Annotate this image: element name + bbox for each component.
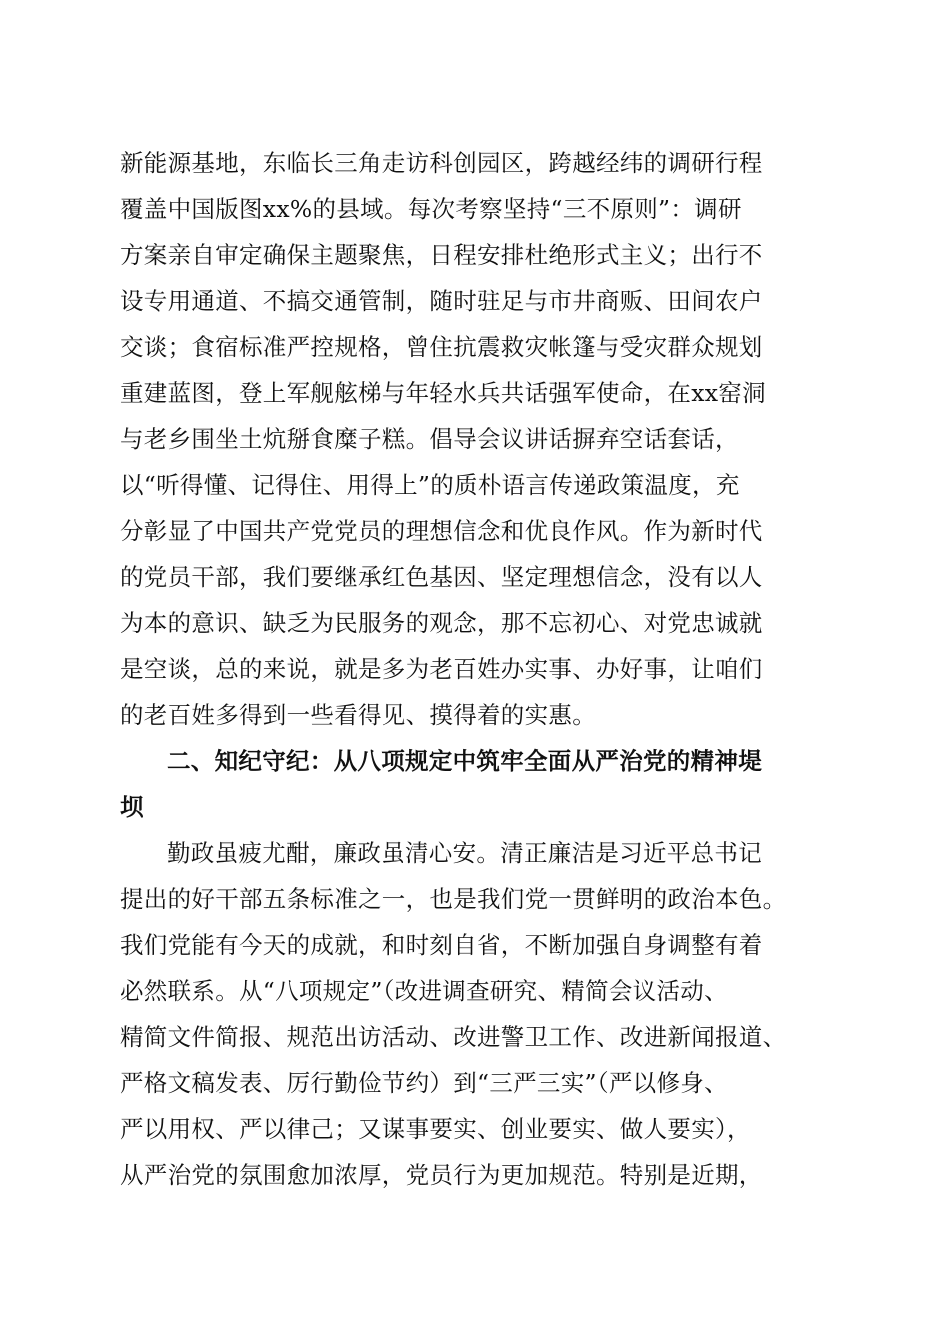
text-line: 方案亲自审定确保主题聚焦，日程安排杜绝形式主义；出行不 — [120, 241, 763, 269]
text-line: 交谈；食宿标准严控规格，曾住抗震救灾帐篷与受灾群众规划 — [120, 333, 763, 361]
text-line: 严格文稿发表、厉行勤俭节约）到“三严三实”（严以修身、 — [120, 1069, 728, 1097]
text-line: 我们党能有今天的成就，和时刻自省，不断加强自身调整有着 — [120, 931, 763, 959]
text-line: 勤政虽疲尤酣，廉政虽清心安。清正廉洁是习近平总书记 — [167, 839, 762, 867]
text-line: 以“听得懂、记得住、用得上”的质朴语言传递政策温度，充 — [120, 471, 740, 499]
text-line: 从严治党的氛围愈加浓厚，党员行为更加规范。特别是近期， — [120, 1161, 763, 1189]
text-line: 与老乡围坐土炕掰食糜子糕。倡导会议讲话摒弃空话套话， — [120, 425, 739, 453]
heading-line: 二、知纪守纪：从八项规定中筑牢全面从严治党的精神堤 — [167, 747, 762, 775]
text-line: 重建蓝图，登上军舰舷梯与年轻水兵共话强军使命，在xx窑洞 — [120, 379, 766, 407]
text-line: 必然联系。从“八项规定”（改进调查研究、精简会议活动、 — [120, 977, 728, 1005]
text-line: 提出的好干部五条标准之一，也是我们党一贯鲜明的政治本色。 — [120, 885, 787, 913]
text-line: 新能源基地，东临长三角走访科创园区，跨越经纬的调研行程 — [120, 149, 763, 177]
text-line: 覆盖中国版图xx%的县域。每次考察坚持“三不原则”：调研 — [120, 195, 742, 223]
text-line: 的老百姓多得到一些看得见、摸得着的实惠。 — [120, 701, 596, 729]
text-line: 为本的意识、缺乏为民服务的观念，那不忘初心、对党忠诚就 — [120, 609, 763, 637]
text-line: 是空谈，总的来说，就是多为老百姓办实事、办好事，让咱们 — [120, 655, 763, 683]
text-line: 设专用通道、不搞交通管制，随时驻足与市井商贩、田间农户 — [120, 287, 763, 315]
text-line: 严以用权、严以律己；又谋事要实、创业要实、做人要实）， — [120, 1115, 751, 1143]
heading-line: 坝 — [120, 793, 144, 821]
text-line: 分彰显了中国共产党党员的理想信念和优良作风。作为新时代 — [120, 517, 763, 545]
text-line: 精简文件简报、规范出访活动、改进警卫工作、改进新闻报道、 — [120, 1023, 787, 1051]
text-line: 的党员干部，我们要继承红色基因、坚定理想信念，没有以人 — [120, 563, 763, 591]
